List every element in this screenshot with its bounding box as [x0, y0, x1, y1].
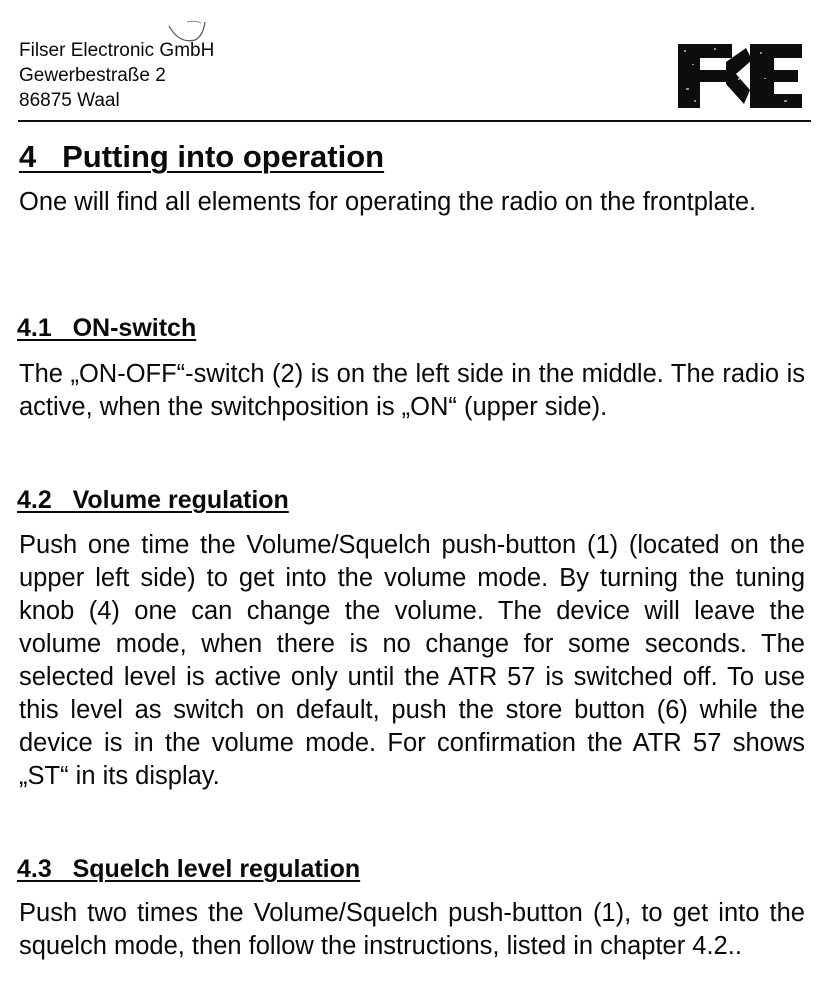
header-divider [18, 120, 811, 122]
company-street: Gewerbestraße 2 [19, 65, 166, 86]
section-4-1-text: The „ON-OFF“-switch (2) is on the left side in the middle. The radio is active, when the switchposition is „ON“ (upper side). [19, 360, 805, 421]
company-city: 86875 Waal [19, 90, 120, 111]
section-4-3-heading: 4.3 Squelch level regulation [17, 855, 361, 883]
section-4-2-text: Push one time the Volume/Squelch push-button (1) (located on the upper left side) to get into the volume mode. By turning the tuning knob (4) one can change the volume. The device will leave the volume mode, when there is no change for some seconds. The selected level is active only until the ATR 57 is switched off. To use this level as switch on default, push the store button (6) while the device is in the volume mode. For confirmation the ATR 57 shows „ST“ in its display. [19, 531, 805, 790]
company-name: Filser Electronic GmbH [19, 40, 215, 61]
section-4-text: One will find all elements for operating the radio on the frontplate. [19, 188, 757, 216]
section-4-1-heading: 4.1 ON-switch [17, 314, 197, 342]
section-4-heading: 4 Putting into operation [19, 139, 385, 174]
section-4-3-text: Push two times the Volume/Squelch push-button (1), to get into the squelch mode, then follow the instructions, listed in chapter 4.2.. [19, 899, 805, 960]
company-logo [674, 38, 806, 112]
section-4-2-heading: 4.2 Volume regulation [17, 486, 289, 514]
company-address [19, 38, 214, 113]
